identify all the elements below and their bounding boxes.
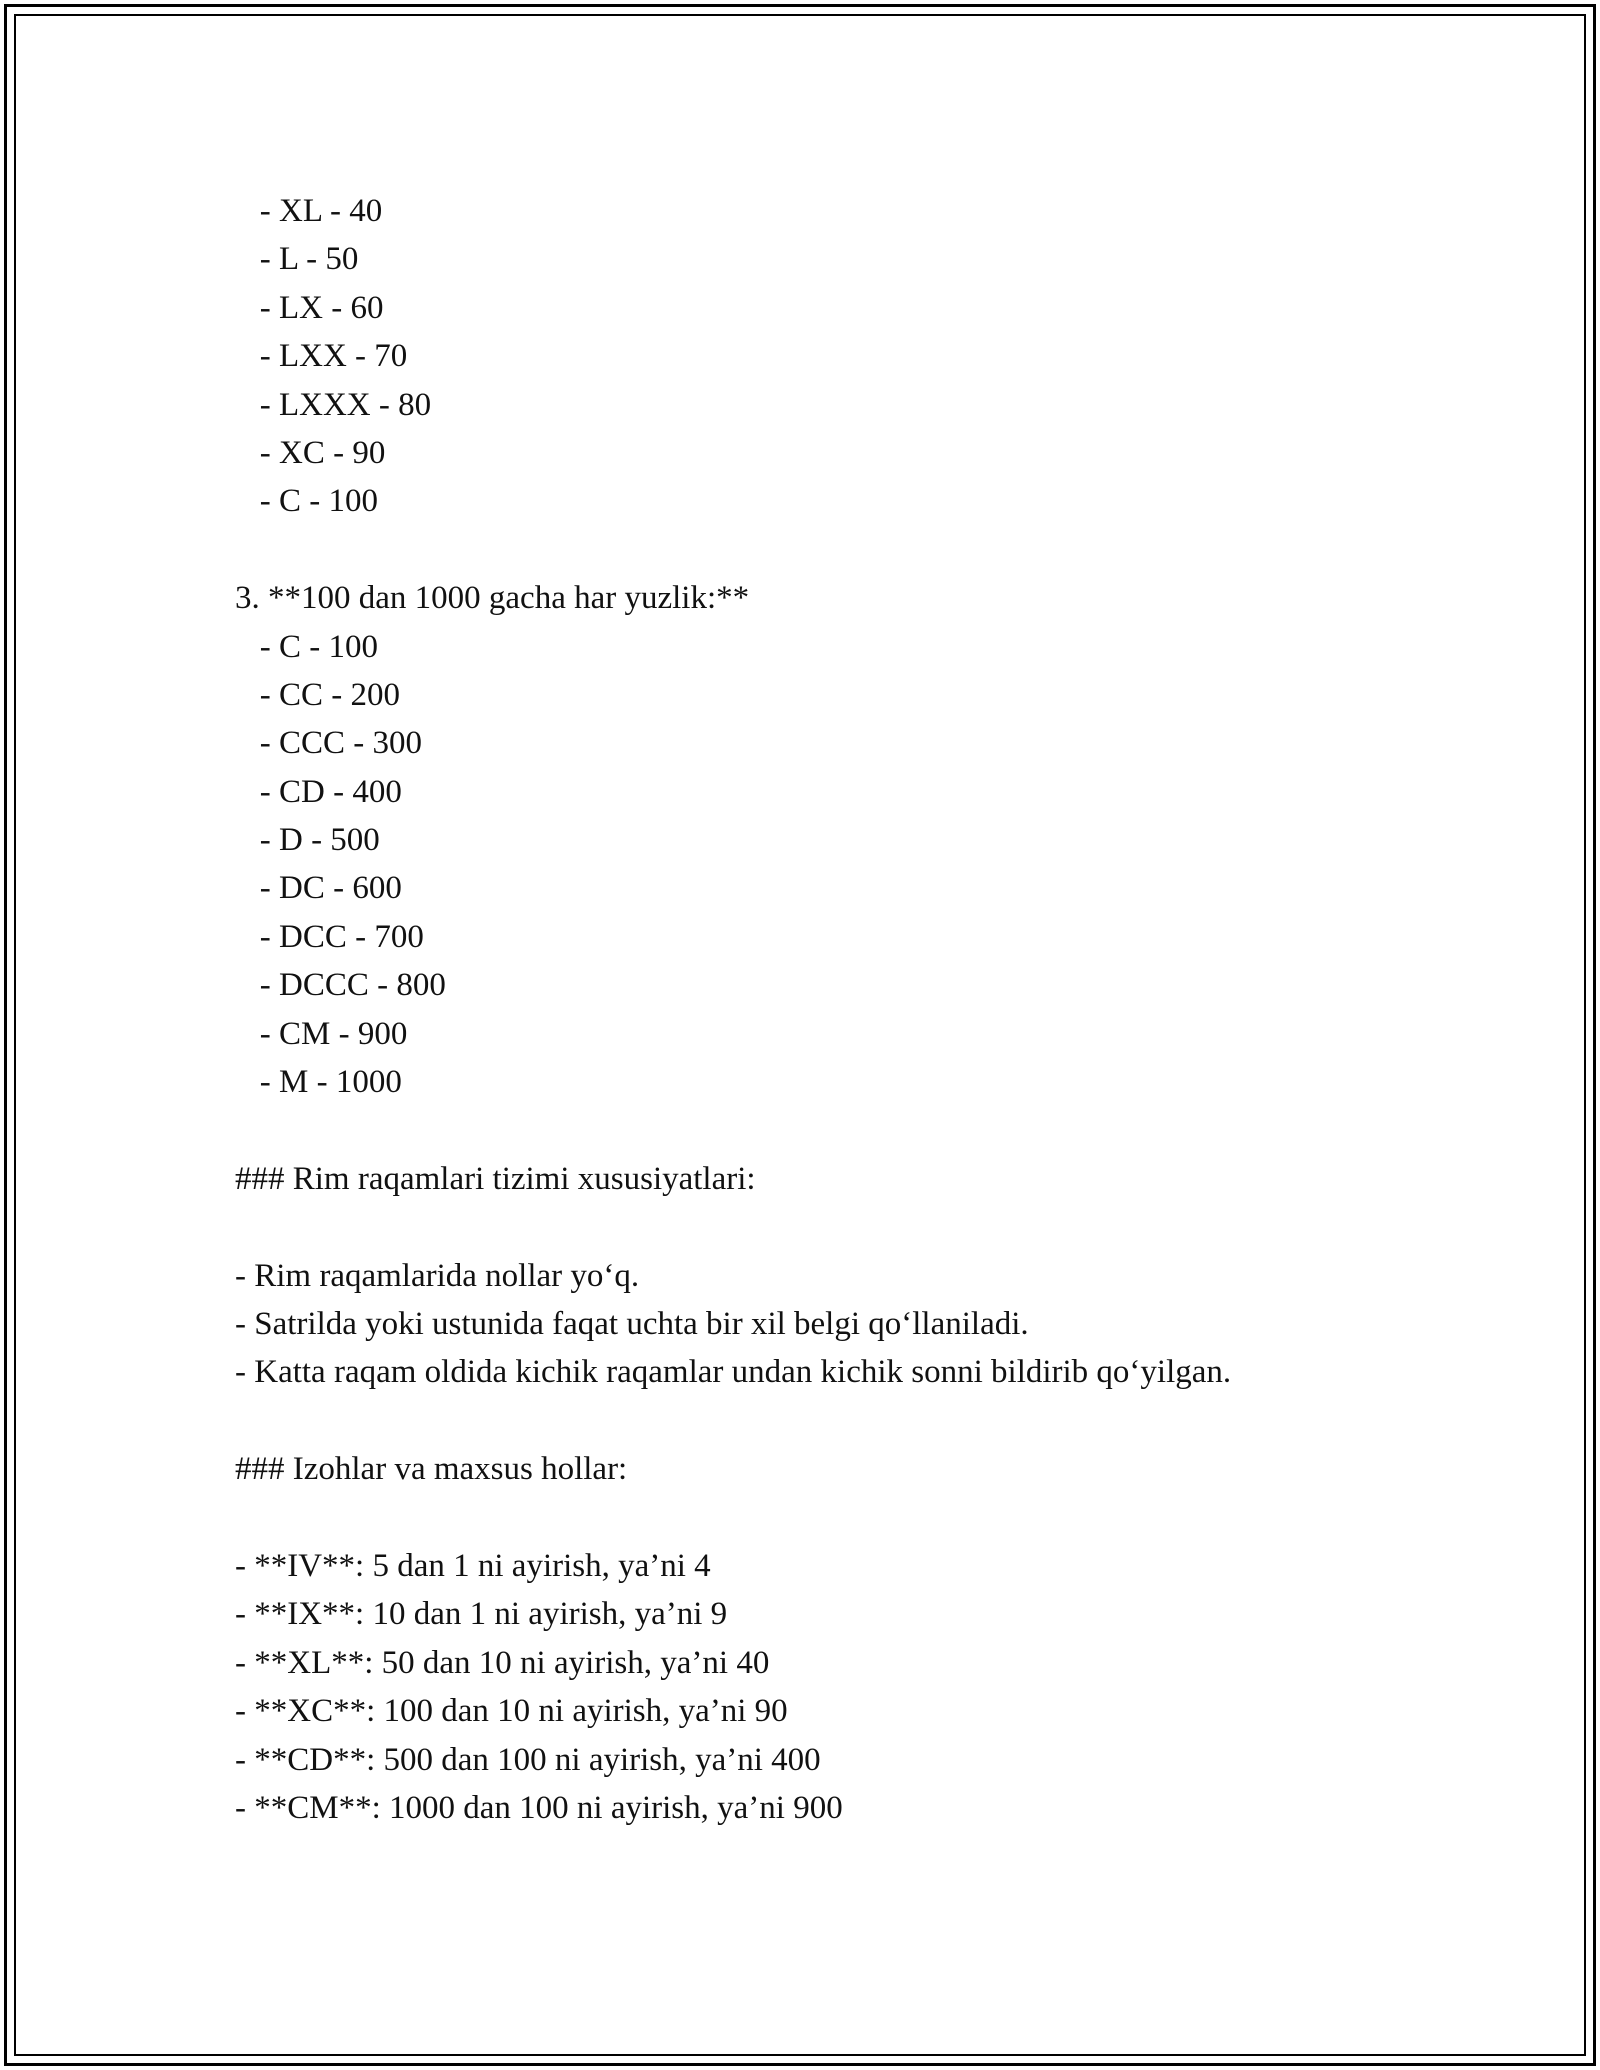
list-item: - CCC - 300 [235,725,423,762]
section-heading-hundreds: 3. **100 dan 1000 gacha har yuzlik:** [235,580,750,617]
list-item: - LXXX - 80 [235,386,432,423]
list-item: - **XC**: 100 dan 10 ni ayirish, ya’ni 90 [235,1693,788,1730]
list-item: - CC - 200 [235,676,400,713]
list-item: - DCCC - 800 [235,967,446,1004]
list-item: - L - 50 [235,241,359,278]
list-item: - **IX**: 10 dan 1 ni ayirish, ya’ni 9 [235,1596,728,1633]
list-item: - DC - 600 [235,870,402,907]
list-item: - Satrilda yoki ustunida faqat uchta bir xil belgi qo‘llaniladi. [235,1305,1029,1342]
list-item: - **CM**: 1000 dan 100 ni ayirish, ya’ni 900 [235,1789,843,1826]
section-heading-notes: ### Izohlar va maxsus hollar: [235,1451,628,1488]
blank-line [235,526,1231,574]
list-item: - CD - 400 [235,773,402,810]
blank-line [235,1494,1231,1542]
list-item: - LXX - 70 [235,338,408,375]
list-item: - Rim raqamlarida nollar yo‘q. [235,1257,640,1294]
list-item: - **CD**: 500 dan 100 ni ayirish, ya’ni 400 [235,1741,821,1778]
blank-line [235,1106,1231,1154]
list-item: - Katta raqam oldida kichik raqamlar undan kichik sonni bildirib qo‘yilgan. [235,1354,1232,1391]
section-heading-features: ### Rim raqamlari tizimi xususiyatlari: [235,1160,756,1197]
list-item: - LX - 60 [235,289,384,326]
blank-line [235,1203,1231,1251]
list-item: - **XL**: 50 dan 10 ni ayirish, ya’ni 40 [235,1644,770,1681]
document-body [235,187,1231,1832]
list-item: - D - 500 [235,822,380,859]
list-item: - **IV**: 5 dan 1 ni ayirish, ya’ni 4 [235,1547,711,1584]
list-item: - M - 1000 [235,1064,402,1101]
list-item: - C - 100 [235,628,378,665]
list-item: - XL - 40 [235,193,383,229]
list-item: - DCC - 700 [235,918,424,955]
list-item: - C - 100 [235,483,378,520]
list-item: - XC - 90 [235,434,386,471]
list-item: - CM - 900 [235,1015,408,1052]
blank-line [235,1397,1231,1445]
